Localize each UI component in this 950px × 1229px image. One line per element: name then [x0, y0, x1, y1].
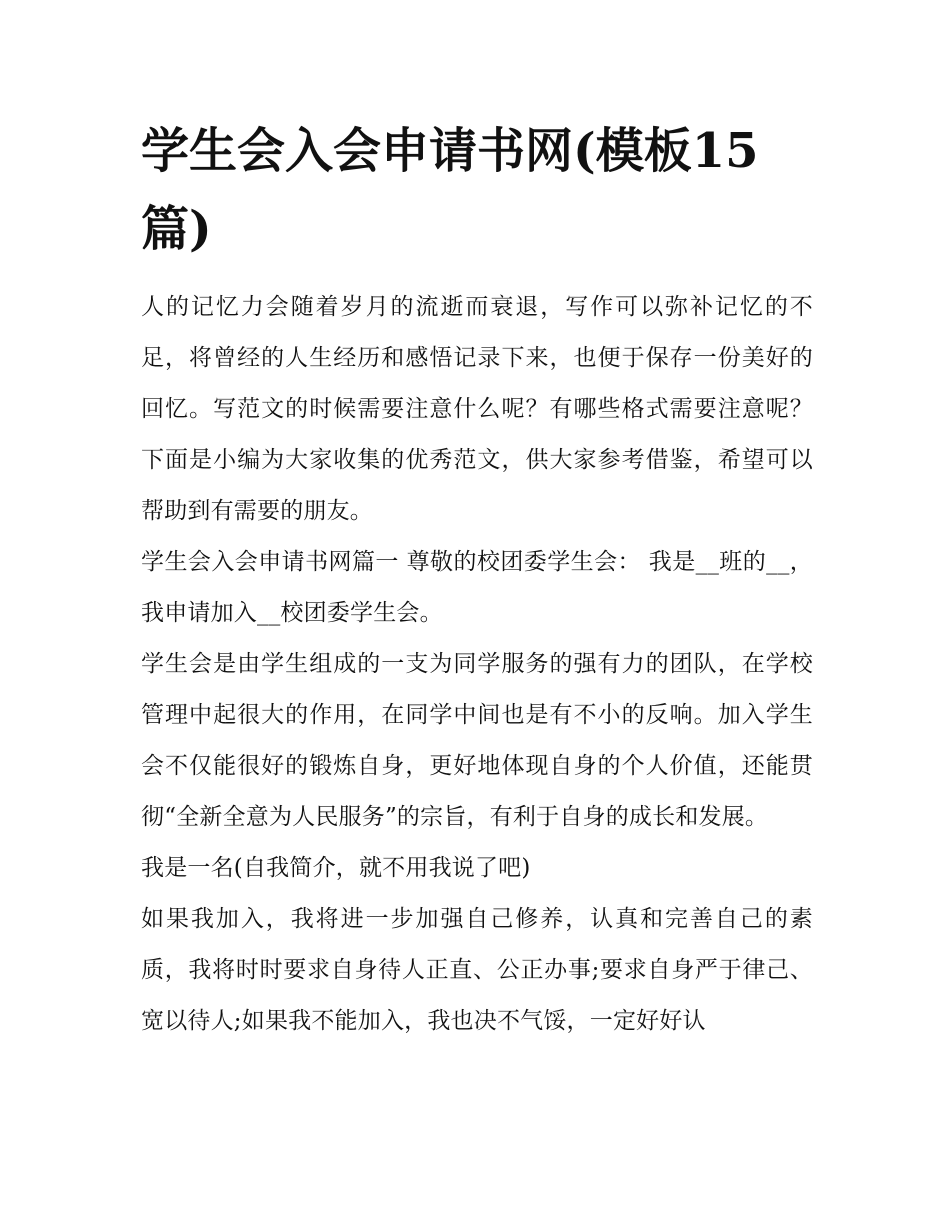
document-title: 学生会入会申请书网(模板15篇) [141, 123, 759, 257]
paragraph-intro: 人的记忆力会随着岁月的流逝而衰退，写作可以弥补记忆的不足，将曾经的人生经历和感悟记录下来，也便于保存一份美好的回忆。写范文的时候需要注意什么呢？有哪些格式需要注意呢？下面是小编为大家收集的优秀范文，供大家参考借鉴，希望可以帮助到有需要的朋友。 [141, 294, 813, 524]
paragraph-salutation: 学生会入会申请书网篇一 尊敬的校团委学生会： 我是__班的__，我申请加入__校团委学生会。 [141, 549, 813, 626]
paragraph-self-intro: 我是一名(自我简介，就不用我说了吧) [141, 855, 531, 881]
document-page [141, 112, 813, 1047]
paragraph-student-union: 学生会是由学生组成的一支为同学服务的强有力的团队，在学校管理中起很大的作用，在同学中间也是有不小的反响。加入学生会不仅能很好的锻炼自身，更好地体现自身的个人价值，还能贯彻“全新全意为人民服务”的宗旨，有利于自身的成长和发展。 [141, 651, 813, 830]
paragraph-commitment: 如果我加入，我将进一步加强自己修养，认真和完善自己的素质，我将时时要求自身待人正直、公正办事;要求自身严于律己、宽以待人;如果我不能加入，我也决不气馁，一定好好认 [141, 906, 813, 1034]
